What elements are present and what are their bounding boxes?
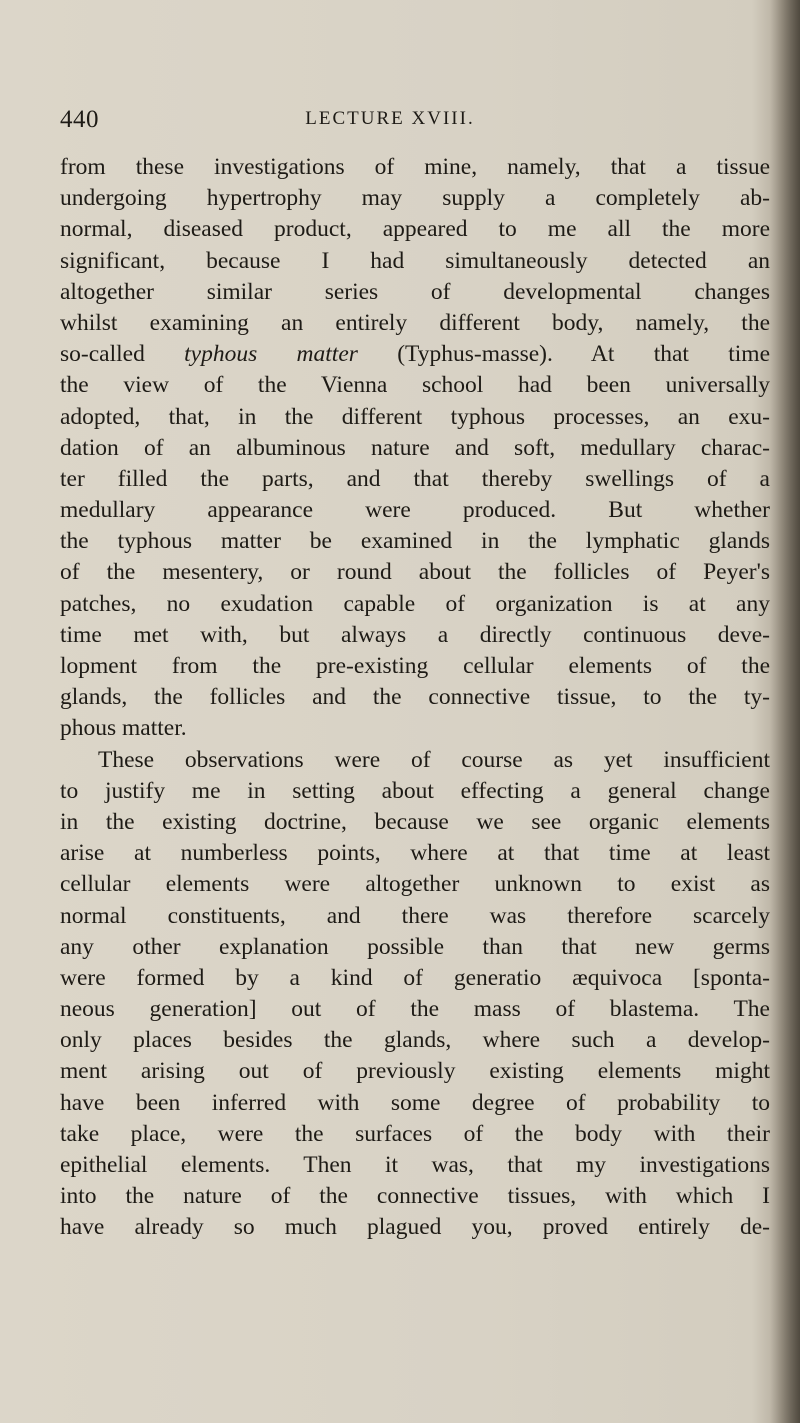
text-line: These observations were of course as yet insufficient [98, 746, 770, 773]
text-line: of the mesentery, or round about the follicles of Peyer's [60, 559, 770, 586]
text-line: patches, no exudation capable of organization is at any [60, 590, 770, 617]
text-line: dation of an albuminous nature and soft, medullary charac- [60, 434, 770, 461]
text-line: in the existing doctrine, because we see organic elements [60, 808, 770, 835]
page-number: 440 [60, 106, 99, 133]
page-header [60, 106, 770, 136]
italic-term: typhous matter [184, 341, 358, 368]
text-line: take place, were the surfaces of the body with their [60, 1120, 770, 1147]
text-line: undergoing hypertrophy may supply a completely ab- [60, 185, 770, 212]
text-line: ter filled the parts, and that thereby swellings of a [60, 465, 770, 492]
text-line [60, 339, 770, 370]
text-line: lopment from the pre-existing cellular elements of the [60, 653, 770, 679]
text-line: phous matter. [60, 715, 187, 742]
text-line: significant, because I had simultaneously detected an [60, 247, 770, 274]
text-line: from these investigations of mine, namely, that a tissue [60, 154, 770, 180]
text-line: altogether similar series of developmental changes [60, 278, 770, 305]
text-segment: (Typhus-masse). At that time [357, 341, 770, 368]
text-line: the typhous matter be examined in the lymphatic glands [60, 528, 770, 555]
text-line: have been inferred with some degree of probability to [60, 1089, 770, 1116]
body-text [60, 152, 770, 1244]
text-line: any other explanation possible than that new germs [60, 933, 770, 960]
text-line: cellular elements were altogether unknown to exist as [60, 871, 770, 898]
text-line: have already so much plagued you, proved entirely de- [60, 1214, 770, 1241]
text-line: whilst examining an entirely different body, namely, the [60, 309, 770, 336]
text-line: were formed by a kind of generatio æquivoca [sponta- [60, 964, 770, 991]
text-line: glands, the follicles and the connective tissue, to the ty- [60, 684, 770, 711]
text-line: ment arising out of previously existing elements might [60, 1058, 770, 1085]
text-line: normal constituents, and there was therefore scarcely [60, 902, 770, 929]
text-line: into the nature of the connective tissues, with which I [60, 1183, 770, 1210]
text-line: neous generation] out of the mass of blastema. The [60, 996, 770, 1023]
text-line: to justify me in setting about effecting a general change [60, 777, 770, 804]
text-line: only places besides the glands, where such a develop- [60, 1027, 770, 1054]
text-segment: so-called [60, 341, 185, 368]
text-line: medullary appearance were produced. But whether [60, 497, 770, 524]
text-line: the view of the Vienna school had been universally [60, 372, 770, 399]
page-edge-shadow [770, 0, 800, 1423]
text-line: adopted, that, in the different typhous processes, an exu- [60, 403, 770, 430]
running-head: LECTURE XVIII. [305, 108, 475, 129]
text-line: normal, diseased product, appeared to me all the more [60, 216, 770, 243]
text-line: time met with, but always a directly continuous deve- [60, 621, 770, 648]
text-line: epithelial elements. Then it was, that my investigations [60, 1152, 770, 1178]
text-line: arise at numberless points, where at that time at least [60, 840, 770, 867]
